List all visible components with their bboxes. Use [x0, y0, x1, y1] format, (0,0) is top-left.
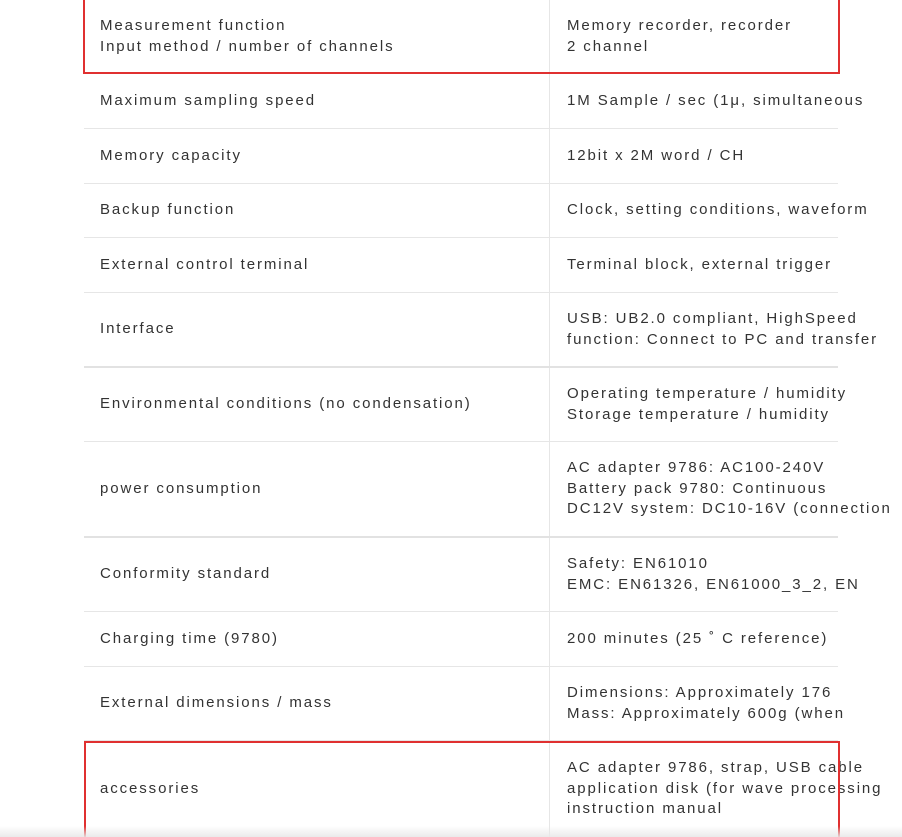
table-row: [84, 667, 845, 741]
spec-value: EMC: EN61326, EN61000_3_2, EN: [567, 575, 860, 593]
table-row: [84, 368, 848, 442]
spec-label: Environmental conditions (no condensation): [100, 395, 472, 413]
spec-label-cell: [84, 667, 550, 740]
spec-label: External control terminal: [100, 255, 310, 273]
table-row: [84, 612, 838, 667]
spec-label-cell: [84, 442, 550, 536]
spec-value-cell: [551, 0, 838, 73]
spec-value-cell: [551, 293, 879, 366]
spec-value: 2 channel: [567, 37, 650, 55]
spec-value: Battery pack 9780: Continuous: [567, 479, 828, 497]
spec-value: USB: UB2.0 compliant, HighSpeed: [567, 310, 858, 327]
spec-label: Maximum sampling speed: [100, 91, 317, 109]
spec-value-cell: [551, 667, 845, 740]
spec-value-cell: [551, 74, 865, 128]
spec-value: AC adapter 9786, strap, USB cable: [567, 759, 865, 777]
spec-label-cell: [84, 538, 550, 611]
spec-label: Input method / number of channels: [100, 37, 395, 55]
spec-label-cell: [84, 129, 550, 183]
spec-value: 200 minutes (25 ˚ C reference): [567, 629, 829, 647]
spec-value: instruction manual: [567, 800, 723, 818]
table-row: [84, 538, 860, 612]
spec-label: External dimensions / mass: [100, 694, 333, 712]
spec-table: [84, 0, 892, 837]
spec-value-cell: [551, 612, 838, 666]
spec-value: Storage temperature / humidity: [567, 405, 830, 423]
spec-value-cell: [551, 442, 892, 536]
spec-label: Backup function: [100, 201, 236, 219]
spec-value: Terminal block, external trigger: [567, 255, 833, 273]
bottom-edge-shade: [0, 826, 902, 837]
spec-value: Operating temperature / humidity: [567, 385, 848, 402]
table-row: [84, 741, 883, 837]
spec-label: accessories: [100, 779, 201, 797]
spec-value: DC12V system: DC10-16V (connection: [567, 500, 892, 518]
table-row: [84, 293, 879, 368]
table-row: [84, 442, 892, 538]
spec-label: Conformity standard: [100, 565, 272, 583]
table-row: [84, 129, 838, 184]
table-row: [84, 74, 865, 129]
spec-value-cell: [551, 129, 838, 183]
spec-value: Clock, setting conditions, waveform: [567, 201, 869, 219]
spec-value-cell: [551, 368, 848, 441]
spec-label-cell: [84, 741, 550, 837]
spec-label: Measurement function: [100, 17, 287, 34]
spec-label-cell: [84, 368, 550, 441]
spec-value: Safety: EN61010: [567, 555, 709, 572]
spec-value: application disk (for wave processing: [567, 779, 883, 797]
spec-label-cell: [84, 293, 550, 366]
spec-value: 1M Sample / sec (1μ, simultaneous: [567, 91, 865, 109]
spec-value-cell: [551, 184, 869, 237]
table-row: [84, 184, 869, 238]
spec-label: Memory capacity: [100, 146, 242, 164]
table-row: [84, 238, 838, 293]
spec-value: Memory recorder, recorder: [567, 17, 793, 34]
spec-label-cell: [84, 74, 550, 128]
table-row: [84, 0, 838, 74]
spec-value: function: Connect to PC and transfer: [567, 330, 879, 348]
spec-label: Charging time (9780): [100, 629, 279, 647]
spec-value: AC adapter 9786: AC100-240V: [567, 459, 826, 477]
spec-label-cell: [84, 184, 550, 237]
spec-label-cell: [84, 0, 550, 73]
spec-value-cell: [551, 238, 838, 292]
spec-value: 12bit x 2M word / CH: [567, 146, 746, 164]
spec-value-cell: [551, 538, 860, 611]
spec-label-cell: [84, 238, 550, 292]
spec-label: Interface: [100, 320, 176, 338]
spec-label: power consumption: [100, 479, 263, 497]
spec-label-cell: [84, 612, 550, 666]
spec-value: Dimensions: Approximately 176: [567, 684, 833, 701]
spec-value: Mass: Approximately 600g (when: [567, 704, 845, 722]
spec-value-cell: [551, 741, 883, 837]
